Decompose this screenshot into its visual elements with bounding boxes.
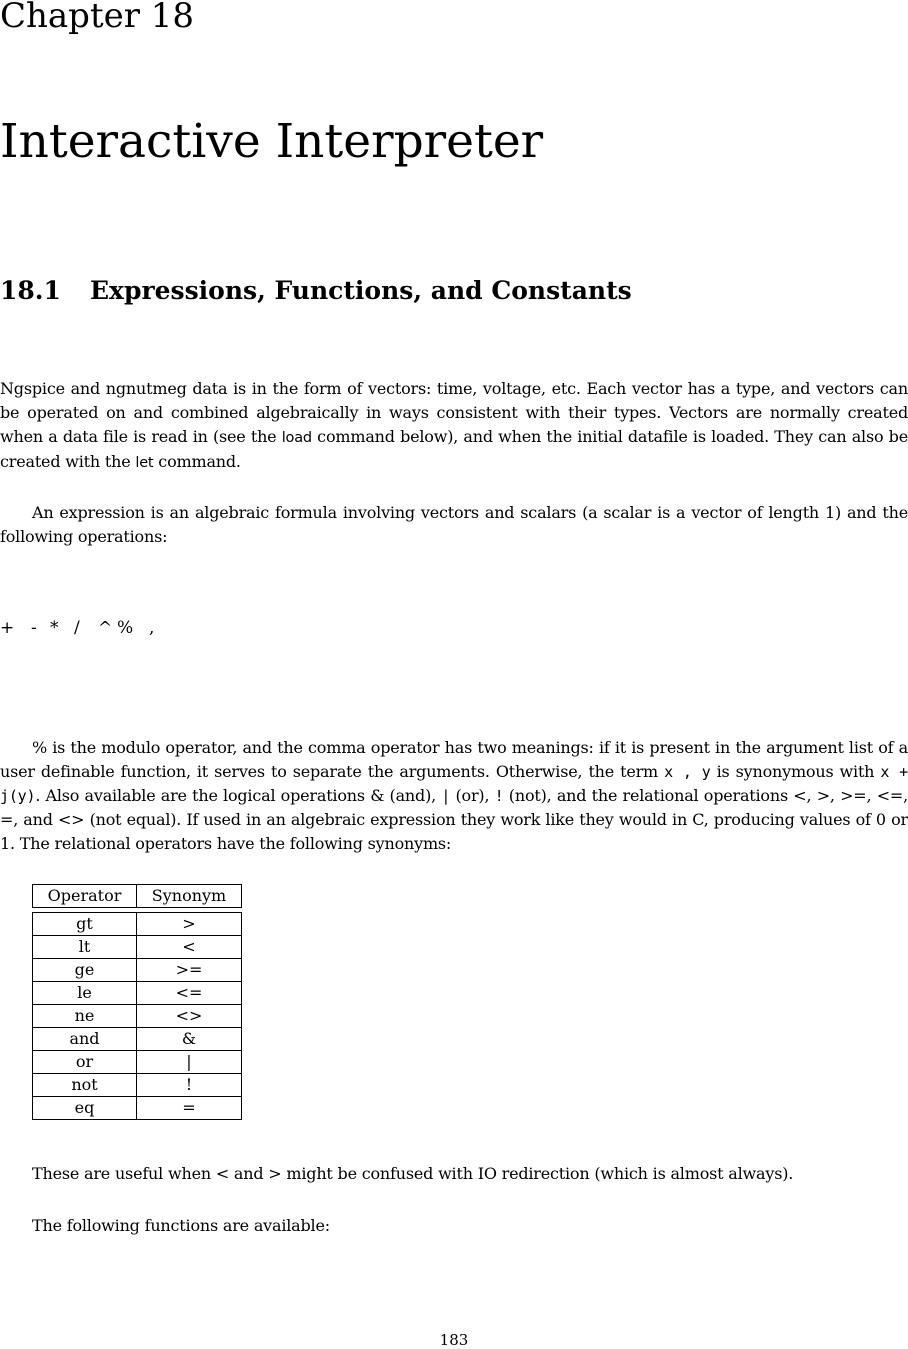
table-row (33, 1097, 242, 1120)
header-operator: Operator (33, 885, 137, 908)
cell-synonym: > (137, 913, 242, 936)
load-command: load (281, 430, 312, 446)
cell-synonym: ! (137, 1074, 242, 1097)
let-command: let (135, 455, 154, 471)
chapter-label: Chapter 18 (0, 0, 195, 36)
expression-paragraph: An expression is an algebraic formula involving vectors and scalars (a scalar is a vector of length 1) and the following operations: (0, 503, 908, 546)
table-row (33, 936, 242, 959)
multiply-operator: * (50, 618, 59, 638)
cell-operator: ge (33, 959, 137, 982)
section-heading (0, 276, 632, 306)
text: (or), (450, 786, 495, 805)
section-title: Expressions, Functions, and Constants (90, 276, 632, 305)
pipe-symbol: | (441, 787, 451, 805)
text: (not), and the relational operations <, >, >=, <=, =, and <> (not equal). If used in an algebraic expression they work like they would in C, producing values of 0 or 1. The relational operators have the following synonyms: (0, 786, 908, 853)
table-row (33, 982, 242, 1005)
plus-operator: + (0, 618, 15, 638)
table-row (33, 1005, 242, 1028)
table-row (33, 1074, 242, 1097)
cell-synonym: = (137, 1097, 242, 1120)
cell-operator: and (33, 1028, 137, 1051)
table-row (33, 1028, 242, 1051)
cell-synonym: <> (137, 1005, 242, 1028)
cell-operator: eq (33, 1097, 137, 1120)
header-synonym: Synonym (137, 885, 242, 908)
text: . Also available are the logical operations & (and), (35, 786, 442, 805)
cell-synonym: < (137, 936, 242, 959)
cell-operator: ne (33, 1005, 137, 1028)
cell-operator: gt (33, 913, 137, 936)
text: Ngspice and ngnutmeg data is in the form of vectors: time, voltage, etc. Each vector has a type, and vectors can be operated on and combined algebraically in ways consistent with their types. Vectors are normally created when a data file is read in (see the (0, 379, 908, 446)
functions-intro-paragraph: The following functions are available: (32, 1216, 330, 1235)
page-number: 183 (439, 1331, 469, 1349)
cell-operator: or (33, 1051, 137, 1074)
modulo-operator: % (117, 618, 134, 638)
cell-synonym: & (137, 1028, 242, 1051)
text: % is the modulo operator, and the comma operator has two meanings: if it is present in the argument list of a user definable function, it serves to separate the arguments. Otherwise, the term (0, 738, 908, 781)
synonym-table (32, 884, 242, 1120)
cell-synonym: >= (137, 959, 242, 982)
table-header-row (33, 885, 242, 908)
operator-list (0, 616, 200, 640)
text: command below), and when the initial datafile is loaded. They can also be created with the (0, 427, 908, 471)
table-row (33, 1051, 242, 1074)
code-x-plus-jy: x + j(y) (0, 763, 908, 805)
modulo-paragraph (0, 736, 908, 856)
table-row (33, 913, 242, 936)
cell-synonym: <= (137, 982, 242, 1005)
text: command. (153, 452, 241, 471)
cell-synonym: | (137, 1051, 242, 1074)
cell-operator: le (33, 982, 137, 1005)
section-number: 18.1 (0, 276, 61, 305)
minus-operator: - (31, 618, 37, 638)
power-operator: ^ (98, 618, 113, 638)
bang-symbol: ! (494, 787, 504, 805)
code-x-comma-y: x , y (664, 763, 711, 781)
chapter-title: Interactive Interpreter (0, 114, 544, 169)
cell-operator: lt (33, 936, 137, 959)
table-row (33, 959, 242, 982)
intro-paragraph (0, 377, 908, 475)
comma-operator: , (149, 618, 155, 638)
text: is synonymous with (710, 762, 881, 781)
redirection-paragraph: These are useful when < and > might be confused with IO redirection (which is almost always). (32, 1164, 794, 1183)
cell-operator: not (33, 1074, 137, 1097)
divide-operator: / (74, 618, 80, 638)
